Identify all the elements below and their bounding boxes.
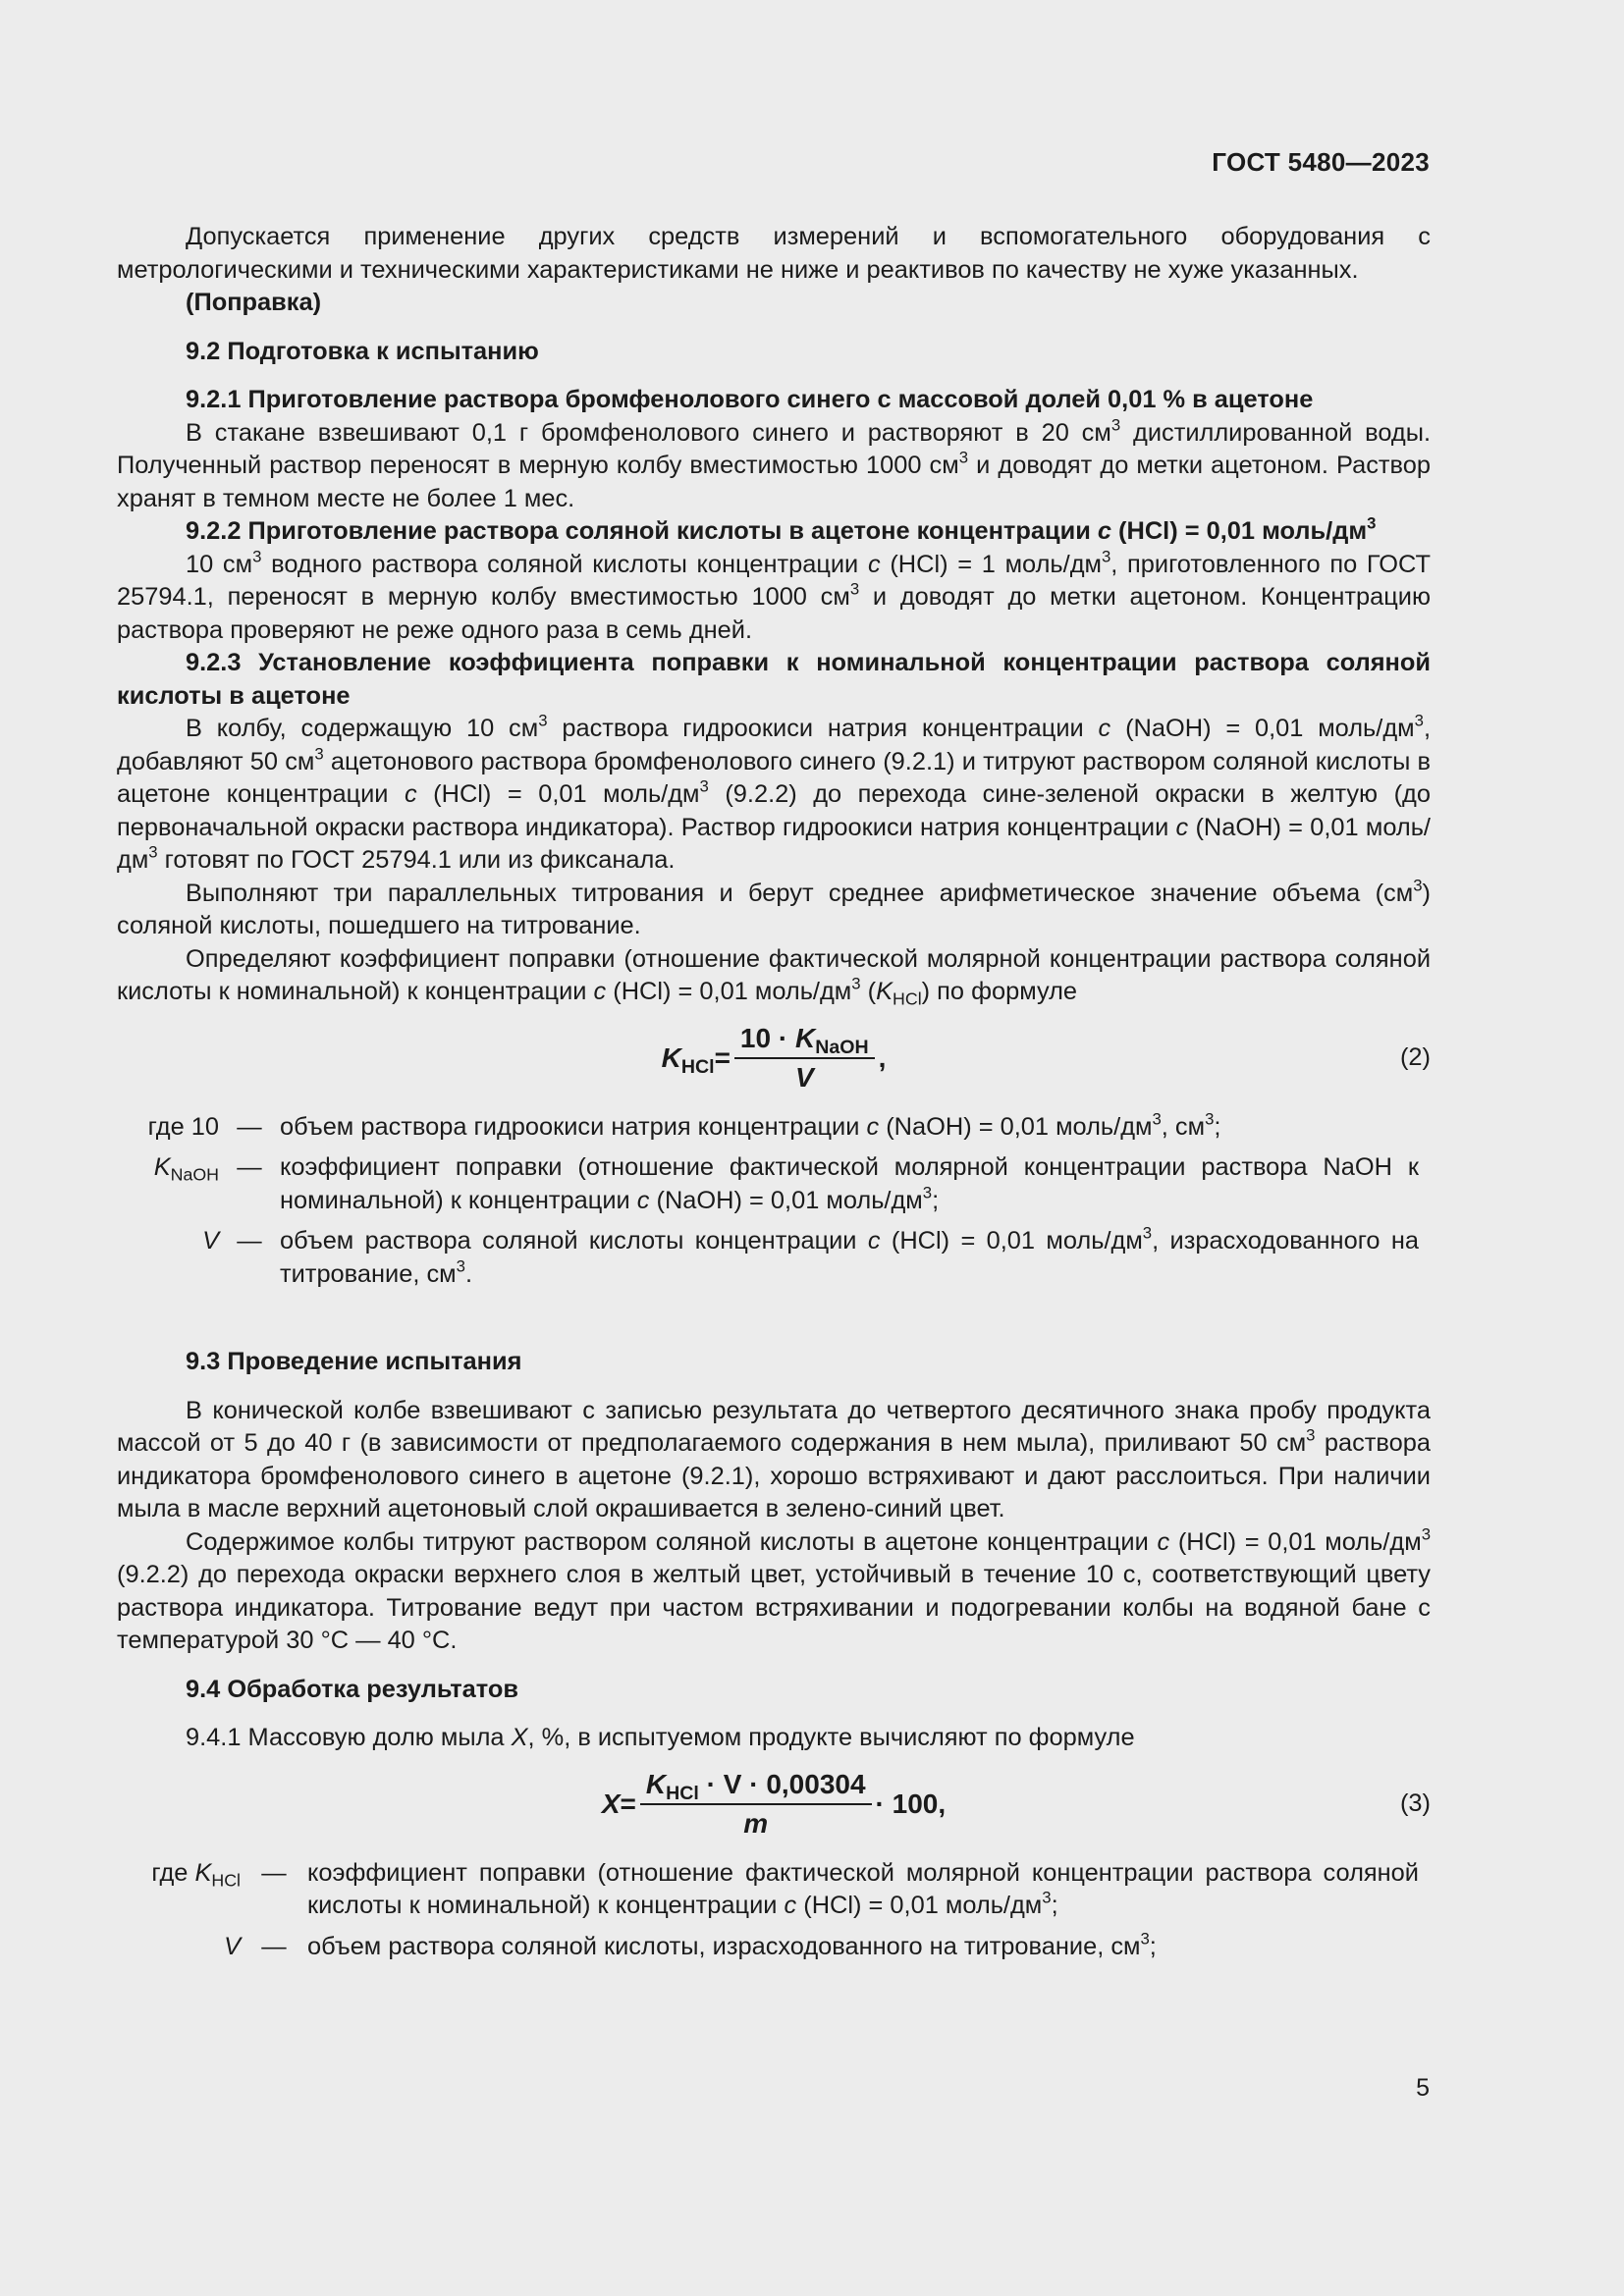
paragraph-9-2-3-a: В колбу, содержащую 10 $см^3$ раствора гидроокиси натрия концентрации c (NaOH) = 0,01 моль/$дм^3$, добавляют 50 $см^3$ ацетонового раствора бромфенолового синего (9.2.1) и титруют раствором соляной кислоты в ацетоне концентрации c (HCl) = 0,01 моль/$дм^3$ (9.2.2) до перехода сине-зеленой окраски в желтую (до первоначальной окраски раствора индикатора). Раствор гидроокиси натрия концентрации c (NaOH) = 0,01 моль/$дм^3$ готовят по ГОСТ 25794.1 или из фиксанала. [117, 711, 1432, 874]
document-body [117, 221, 1431, 1971]
paragraph-9-3-b: Содержимое колбы титруют раствором соляной кислоты в ацетоне концентрации c (HCl) = 0,01 моль/$дм^3$ (9.2.2) до перехода окраски верхнего слоя в желтый цвет, устойчивый в течение 10 с, соответствующий цвету раствора индикатора. Титрование ведут при частом встряхивании и подогревании колбы на водяной бане с температурой 30 °С — 40 °С. [117, 1524, 1432, 1654]
formula-2-number: (2) [1399, 1042, 1431, 1071]
document-code: ГОСТ 5480—2023 [1212, 147, 1430, 177]
legend-row: V — объем раствора соляной кислоты, израсходованного на титрование, $см^3$; [224, 1929, 1157, 1960]
page-number: 5 [1416, 2074, 1430, 2102]
formula-3-legend [117, 1857, 1431, 1964]
section-heading-9-4: 9.4 Обработка результатов [186, 1675, 518, 1703]
paragraph-9-2-3-c: Определяют коэффициент поправки (отношение фактической молярной концентрации раствора соляной кислоты к номинальной) к концентрации c (HCl) = 0,01 моль/$дм^3$ $(K_{HCl})$ по формуле [117, 944, 1431, 1009]
legend-row: $K_{NaOH}$ — коэффициент поправки (отношение фактической молярной концентрации раствора NaOH к номинальной) к концентрации c (NaOH) = 0,01 моль/$дм^3$; [153, 1153, 1419, 1214]
formula-3: X = $\frac{K_{HCl} \cdot V \cdot 0,00304}{m}$ · 100, (3) [117, 1755, 1431, 1853]
formula-2: $K_{HCl}$ = $\frac{10 \cdot K_{NaOH}}{V}$ , (2) [117, 1009, 1431, 1107]
intro-paragraph: Допускается применение других средств измерений и вспомогательного оборудования с метрологическими и техническими характеристиками не ниже и реактивов по качеству не хуже указанных. [117, 223, 1431, 284]
section-heading-9-3: 9.3 Проведение испытания [186, 1348, 522, 1375]
subsection-heading-9-2-3: 9.2.3 Установление коэффициента поправки к номинальной концентрации раствора соляной кислоты в ацетоне [117, 649, 1431, 710]
legend-row: где $K_{HCl}$ — коэффициент поправки (отношение фактической молярной концентрации раствора соляной кислоты к номинальной) к концентрации c (HCl) = 0,01 моль/$дм^3$; [151, 1858, 1419, 1919]
paragraph-9-2-2: 10 $см^3$ водного раствора соляной кислоты концентрации c (HCl) = 1 моль/$дм^3$, приготовленного по ГОСТ 25794.1, переносят в мерную колбу вместимостью 1000 $см^3$ и доводят до метки ацетоном. Концентрацию раствора проверяют не реже одного раза в семь дней. [117, 547, 1431, 644]
paragraph-9-2-1: В стакане взвешивают 0,1 г бромфенолового синего и растворяют в 20 $см^3$ дистиллированной воды. Полученный раствор переносят в мерную колбу вместимостью 1000 $см^3$ и доводят до метки ацетоном. Раствор хранят в темном месте не более 1 мес. [117, 415, 1431, 512]
legend-row: где 10 — объем раствора гидроокиси натрия концентрации c (NaOH) = 0,01 моль/$дм^3$, $см^3$; [147, 1109, 1221, 1141]
section-heading-9-2: 9.2 Подготовка к испытанию [186, 337, 539, 365]
legend-row: V — объем раствора соляной кислоты концентрации c (HCl) = 0,01 моль/$дм^3$, израсходованного на титрование, $см^3$. [202, 1223, 1420, 1288]
formula-2-legend [117, 1111, 1431, 1292]
amendment-note: (Поправка) [186, 289, 322, 316]
subsection-heading-9-2-2: 9.2.2 Приготовление раствора соляной кислоты в ацетоне концентрации c (HCl) = 0,01 моль/$дм^3$ [186, 513, 1377, 545]
paragraph-9-2-3-b: Выполняют три параллельных титрования и берут среднее арифметическое значение объема $(см^3)$ соляной кислоты, пошедшего на титрование. [117, 876, 1431, 939]
paragraph-9-3-a: В конической колбе взвешивают с записью результата до четвертого десятичного знака пробу продукта массой от 5 до 40 г (в зависимости от предполагаемого содержания в нем мыла), приливают 50 $см^3$ раствора индикатора бромфенолового синего в ацетоне (9.2.1), хорошо встряхивают и дают расслоиться. При наличии мыла в масле верхний ацетоновый слой окрашивается в зелено-синий цвет. [117, 1396, 1431, 1522]
paragraph-9-4-1: 9.4.1 Массовую долю мыла X, %, в испытуемом продукте вычисляют по формуле [186, 1724, 1135, 1751]
formula-3-number: (3) [1399, 1789, 1431, 1817]
subsection-heading-9-2-1: 9.2.1 Приготовление раствора бромфенолового синего с массовой долей 0,01 % в ацетоне [186, 386, 1314, 413]
